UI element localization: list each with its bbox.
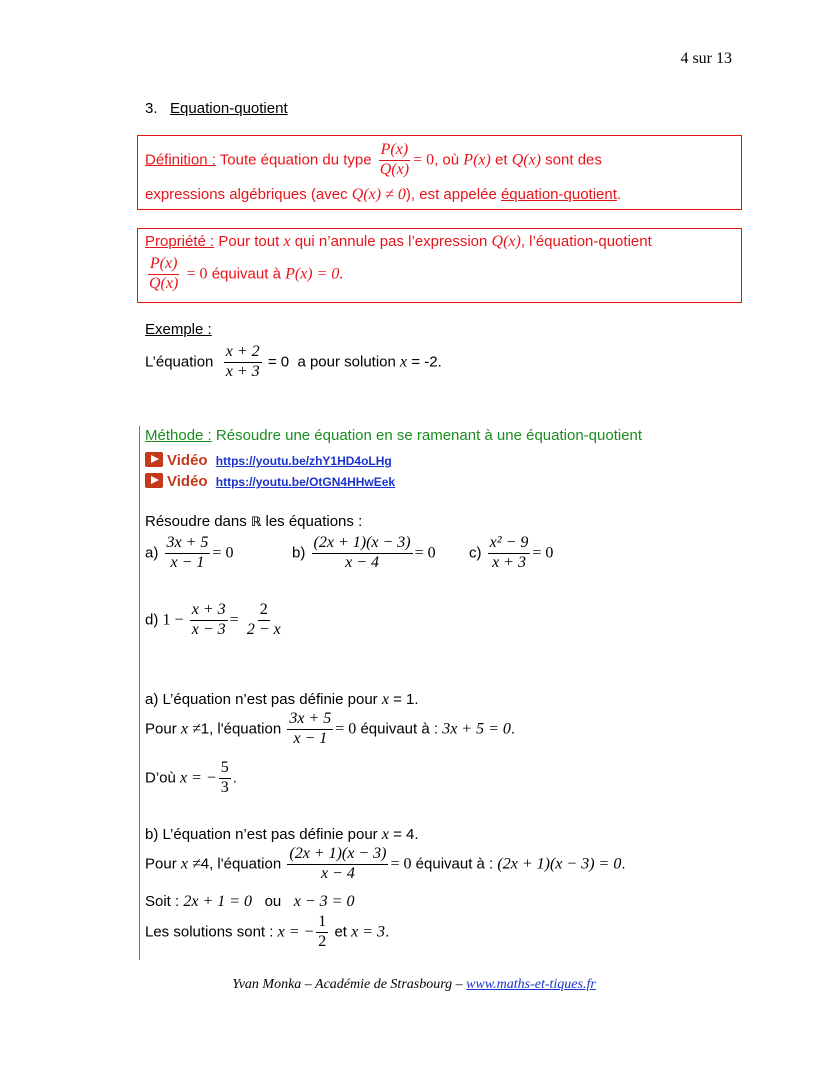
exercise-d-label: d) bbox=[145, 611, 159, 629]
solution-b-result-den: 2 bbox=[318, 932, 327, 950]
solution-b-equiv: (2x + 1)(x − 3) = 0 bbox=[497, 855, 622, 873]
solution-b-result-fraction bbox=[316, 914, 328, 951]
method-heading bbox=[145, 427, 642, 444]
property-text-2: qui n’annule pas l’expression bbox=[294, 233, 488, 250]
definition-text-2: , où bbox=[434, 151, 460, 169]
solution-a-denominator: x − 1 bbox=[293, 729, 328, 747]
property-numerator: P(x) bbox=[148, 256, 180, 275]
solution-a-equiv-text: équivaut à : bbox=[360, 720, 439, 738]
exercise-a-rhs: = 0 bbox=[212, 544, 234, 562]
solution-a-dot-2: . bbox=[232, 769, 237, 787]
solution-b-dot-2: . bbox=[385, 923, 390, 941]
example-line bbox=[145, 344, 442, 381]
solution-b-text-3: 4, l'équation bbox=[200, 855, 282, 873]
section-heading bbox=[145, 100, 288, 117]
solution-a-pour: Pour bbox=[145, 720, 177, 738]
solution-a-result-num: 5 bbox=[219, 760, 231, 779]
definition-line-1 bbox=[145, 142, 602, 179]
solution-b-denominator: x − 4 bbox=[320, 864, 355, 882]
exercise-b bbox=[292, 535, 436, 572]
real-numbers-set: ℝ bbox=[250, 515, 262, 530]
solution-b-numerator: (2x + 1)(x − 3) bbox=[287, 846, 388, 865]
property-text-4: équivaut à bbox=[211, 265, 281, 283]
solution-b-rhs: = 0 bbox=[390, 855, 412, 873]
solution-a-line-1 bbox=[145, 691, 419, 709]
solution-a-var: x bbox=[381, 691, 389, 708]
video-label-2: Vidéo bbox=[167, 473, 208, 490]
example-text-1: L’équation bbox=[145, 353, 214, 371]
definition-equals: = 0 bbox=[413, 151, 435, 169]
solution-a-equiv: 3x + 5 = 0 bbox=[442, 720, 511, 738]
method-label: Méthode : bbox=[145, 427, 212, 444]
exercise-b-denominator: x − 4 bbox=[345, 553, 380, 571]
exercise-c-label: c) bbox=[469, 544, 482, 562]
definition-fraction bbox=[378, 142, 411, 179]
solution-b-line-1 bbox=[145, 826, 419, 844]
property-denominator: Q(x) bbox=[149, 274, 179, 292]
solution-b-sol2: x = 3 bbox=[351, 923, 386, 941]
exercise-b-fraction bbox=[312, 535, 413, 572]
exercise-a-fraction bbox=[165, 535, 211, 572]
solution-b-fraction bbox=[287, 846, 388, 883]
solution-b-or: ou bbox=[264, 893, 282, 910]
solution-b-line-4 bbox=[145, 914, 389, 951]
method-bar bbox=[139, 426, 140, 960]
property-line-1 bbox=[145, 233, 652, 251]
definition-term: équation-quotient bbox=[500, 186, 617, 203]
footer-text: Yvan Monka – Académie de Strasbourg – bbox=[232, 977, 463, 992]
exercise-d bbox=[145, 602, 285, 639]
exercise-a-label: a) bbox=[145, 544, 159, 562]
solution-b-line-2 bbox=[145, 846, 625, 883]
solution-a-numerator: 3x + 5 bbox=[287, 711, 333, 730]
property-text-3: , l’équation-quotient bbox=[520, 233, 652, 250]
exercise-d-numerator-2: 2 bbox=[258, 602, 270, 621]
exercise-c-fraction bbox=[488, 535, 531, 572]
method-instruction bbox=[145, 513, 362, 530]
exercise-c-rhs: = 0 bbox=[532, 544, 554, 562]
exercise-b-rhs: = 0 bbox=[414, 544, 436, 562]
solution-b-line-3 bbox=[145, 893, 354, 911]
exercise-d-fraction-2 bbox=[245, 602, 283, 639]
exercise-d-denominator-1: x − 3 bbox=[191, 620, 226, 638]
video-link-2[interactable] bbox=[145, 473, 395, 490]
solution-a-fraction bbox=[287, 711, 333, 748]
solution-b-text-1: b) L’équation n’est pas définie pour bbox=[145, 826, 378, 843]
property-text-1: Pour tout bbox=[218, 233, 280, 250]
example-equals: = 0 bbox=[267, 353, 290, 371]
exercise-b-numerator: (2x + 1)(x − 3) bbox=[312, 535, 413, 554]
solution-b-var: x bbox=[381, 826, 389, 843]
exercise-d-denominator-2: 2 − x bbox=[246, 620, 281, 638]
video-label-1: Vidéo bbox=[167, 452, 208, 469]
instruction-text-a: Résoudre dans bbox=[145, 513, 247, 530]
property-qx: Q(x) bbox=[491, 233, 521, 250]
definition-px: P(x) bbox=[463, 151, 491, 169]
solution-b-solutions-text: Les solutions sont : bbox=[145, 923, 274, 941]
solution-a-rhs: = 0 bbox=[335, 720, 357, 738]
definition-text-5: ), est appelée bbox=[405, 186, 497, 203]
definition-dot: . bbox=[616, 186, 622, 203]
solution-a-dot: . bbox=[510, 720, 516, 738]
video-url-1[interactable]: https://youtu.be/zhY1HD4oLHg bbox=[215, 454, 392, 468]
solution-b-dot: . bbox=[621, 855, 626, 873]
exercise-a-denominator: x − 1 bbox=[170, 553, 205, 571]
property-line-2 bbox=[145, 256, 343, 293]
footer-link[interactable]: www.maths-et-tiques.fr bbox=[466, 977, 596, 992]
solution-a-cond: x ≠ bbox=[180, 720, 201, 738]
definition-text-4: expressions algébriques (avec bbox=[145, 186, 348, 203]
page-number: 4 sur 13 bbox=[680, 50, 732, 67]
solution-a-result-den: 3 bbox=[220, 778, 229, 796]
footer bbox=[0, 977, 828, 993]
exercise-d-lhs: 1 − bbox=[162, 611, 184, 629]
example-label: Exemple : bbox=[145, 321, 212, 338]
example-numerator: x + 2 bbox=[224, 344, 262, 363]
video-url-2[interactable]: https://youtu.be/OtGN4HHwEek bbox=[215, 475, 396, 489]
solution-b-xeq: x = − bbox=[277, 923, 315, 941]
exercise-a-numerator: 3x + 5 bbox=[165, 535, 211, 554]
exercise-c bbox=[469, 535, 553, 572]
definition-denominator: Q(x) bbox=[379, 160, 410, 178]
solution-a-line-3 bbox=[145, 760, 237, 797]
exercise-c-denominator: x + 3 bbox=[492, 553, 526, 571]
example-solution-var: x bbox=[400, 353, 408, 371]
solution-b-cond: x ≠ bbox=[180, 855, 201, 873]
section-number: 3. bbox=[145, 100, 158, 117]
video-link-1[interactable] bbox=[145, 452, 392, 469]
exercise-a bbox=[145, 535, 233, 572]
property-equals: = 0 bbox=[186, 265, 208, 283]
solution-b-pour: Pour bbox=[145, 855, 177, 873]
exercise-b-label: b) bbox=[292, 544, 306, 562]
method-title: Résoudre une équation en se ramenant à une équation-quotient bbox=[215, 427, 643, 444]
solution-b-and: et bbox=[334, 923, 347, 941]
solution-a-text-2: = 1. bbox=[393, 691, 419, 708]
solution-a-xeq: x = − bbox=[180, 769, 217, 787]
definition-and: et bbox=[495, 151, 508, 169]
solution-b-result-num: 1 bbox=[316, 914, 328, 933]
property-fraction bbox=[147, 256, 180, 293]
solution-a-dou: D’où bbox=[145, 769, 176, 787]
definition-condition: Q(x) ≠ 0 bbox=[351, 186, 406, 203]
definition-line-2 bbox=[145, 186, 621, 204]
play-icon bbox=[145, 473, 163, 488]
play-icon bbox=[145, 452, 163, 467]
instruction-text-b: les équations : bbox=[265, 513, 363, 530]
example-fraction bbox=[224, 344, 262, 381]
example-denominator: x + 3 bbox=[225, 362, 260, 380]
solution-b-equiv-text: équivaut à : bbox=[415, 855, 494, 873]
solution-b-eq1: 2x + 1 = 0 bbox=[183, 893, 253, 910]
example-text-3: = -2. bbox=[411, 353, 442, 371]
exercise-d-fraction-1 bbox=[190, 602, 228, 639]
definition-text-3: sont des bbox=[545, 151, 602, 169]
example-text-2: a pour solution bbox=[297, 353, 396, 371]
exercise-d-equals: = bbox=[229, 611, 239, 629]
definition-numerator: P(x) bbox=[379, 142, 411, 161]
solution-b-soit: Soit : bbox=[145, 893, 180, 910]
solution-a-result-fraction bbox=[219, 760, 231, 797]
property-result: P(x) = 0. bbox=[285, 265, 344, 283]
solution-b-text-2: = 4. bbox=[393, 826, 419, 843]
section-title: Equation-quotient bbox=[170, 100, 288, 117]
solution-a-text-3: 1, l'équation bbox=[200, 720, 282, 738]
exercise-c-numerator: x² − 9 bbox=[488, 535, 531, 554]
solution-b-eq2: x − 3 = 0 bbox=[293, 893, 355, 910]
solution-a-line-2 bbox=[145, 711, 515, 748]
property-x: x bbox=[283, 233, 291, 250]
exercise-d-numerator-1: x + 3 bbox=[190, 602, 228, 621]
property-label: Propriété : bbox=[145, 233, 215, 250]
definition-qx: Q(x) bbox=[511, 151, 541, 169]
solution-a-text-1: a) L’équation n’est pas définie pour bbox=[145, 691, 378, 708]
definition-text-1: Toute équation du type bbox=[219, 151, 372, 169]
definition-label: Définition : bbox=[145, 151, 216, 169]
